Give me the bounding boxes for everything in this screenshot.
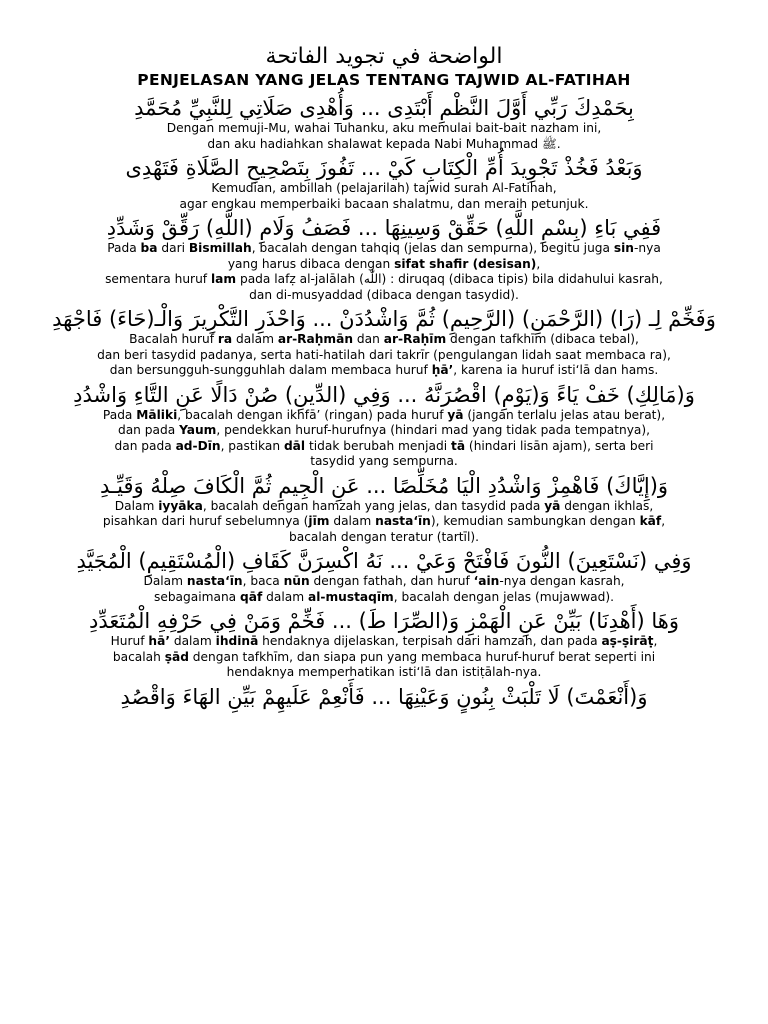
translation-text: , baca (242, 574, 284, 588)
stanza (28, 549, 740, 605)
translation-text: yang harus dibaca dengan (227, 256, 395, 271)
stanza (28, 383, 740, 470)
stanza (28, 609, 740, 681)
term-bold: Māliki (136, 407, 178, 422)
term-bold: nasta‘īn (375, 514, 431, 528)
term-bold: jīm (308, 514, 330, 528)
translation-text: Huruf (110, 634, 149, 648)
translation-text: Bacalah huruf (129, 332, 218, 346)
translation (28, 634, 740, 681)
stanza-list (28, 96, 740, 710)
translation-text: dengan fathah, dan huruf (309, 574, 474, 588)
translation-text: tidak berubah menjadi (305, 438, 451, 453)
term-bold: iyyāka (158, 498, 203, 513)
translation-text: (hindari lisān ajam), serta beri (465, 438, 654, 453)
term-bold: yā (544, 498, 561, 513)
translation-text: dengan ikhlas, (560, 498, 654, 513)
term-bold: ṣād (164, 649, 189, 664)
term-bold: lam (210, 272, 237, 286)
translation-text: tasydid yang sempurna. (310, 454, 458, 468)
translation-text: Dalam (114, 498, 159, 513)
translation (28, 241, 740, 303)
term-bold: aṣ-ṣirāṭ (601, 634, 654, 648)
translation-text: , (653, 634, 658, 648)
translation-text: dan pada (117, 423, 180, 437)
term-bold: tā (451, 438, 466, 453)
translation (28, 499, 740, 546)
translation-text: agar engkau memperbaiki bacaan shalatmu, dan meraih petunjuk. (179, 196, 589, 211)
translation-text: dan pada (114, 438, 176, 453)
arabic-verse: وَ(مَالِكِ) خَفْ يَاءً وَ(يَوْمِ) اقْصُرَنَّهُ ... وَفِي (الدِّينِ) صُنْ دَالًا عَنِ التَّاءِ وَاشْدُدِ (73, 382, 695, 407)
translation-text: Dengan memuji-Mu, wahai Tuhanku, aku memulai bait-bait nazham ini, (166, 121, 602, 135)
term-bold: dāl (283, 438, 306, 453)
translation-text: -nya (633, 241, 661, 255)
translation-text: bacalah (112, 649, 165, 664)
translation-text: , bacalah dengan ikhfā’ (ringan) pada huruf (177, 407, 448, 422)
term-bold: ihdinā (215, 634, 259, 648)
term-bold: al-mustaqīm (307, 589, 394, 604)
term-bold: nūn (283, 574, 310, 588)
arabic-verse: وَ(إِيَّاكَ) فَاهْمِزْ وَاشْدُدِ الْيَا مُخَلِّصًا ... عَنِ الْجِيمِ ثُمَّ الْكَافَ صِلْهُ وَقَيِّـدِ (99, 473, 669, 498)
translation-text: dan beri tasydid padanya, serta hati-hatilah dari takrīr (pengulangan lidah saat membaca ra), (97, 347, 671, 362)
translation-text: sementara huruf (105, 272, 211, 286)
arabic-verse: وَبَعْدُ فَخُذْ تَجْوِيدَ أُمِّ الْكِتَابِ كَيْ ... تَفُوزَ بِتَصْحِيحِ الصَّلَاةِ فَتَهْدِى (125, 156, 643, 180)
term-bold: ḥā’ (431, 363, 454, 377)
translation-text: dengan tafkhīm (dibaca tebal), (446, 332, 639, 346)
translation-text: dalam (232, 332, 278, 346)
translation (28, 121, 740, 152)
translation-text: dalam (329, 514, 376, 528)
translation-text: , bacalah dengan hamzah yang jelas, dan tasydid pada (202, 498, 545, 513)
term-bold: kāf (639, 514, 662, 528)
translation-text: dalam (169, 634, 216, 648)
term-bold: Bismillah (188, 241, 252, 255)
arabic-verse: فَفِي بَاءِ (بِسْمِ اللَّهِ) حَقِّقْ وَسِينِهَا ... فَصَفُ وَلَامِ (اللَّهِ) رَقِّقْ وَشَدِّدِ (106, 216, 662, 240)
translation-text: pisahkan dari huruf sebelumnya ( (102, 514, 309, 528)
translation-text: , (536, 256, 541, 271)
term-bold: qāf (240, 589, 263, 604)
translation-text: , bacalah dengan tahqiq (jelas dan sempurna), begitu juga (251, 241, 614, 255)
translation-text: dan aku hadiahkan shalawat kepada Nabi Muhammad ﷺ. (207, 136, 561, 151)
translation-text: dalam (262, 589, 308, 604)
translation (28, 181, 740, 212)
stanza (28, 685, 740, 710)
translation (28, 574, 740, 605)
stanza (28, 156, 740, 212)
translation-text: , pastikan (220, 438, 284, 453)
translation-text: Dalam (143, 574, 187, 588)
term-bold: sin (613, 241, 634, 255)
term-bold: ar-Raḥīm (383, 332, 447, 346)
stanza (28, 216, 740, 303)
arabic-verse: وَفَخِّمْ لِـ (رَا) (الرَّحْمَنِ) (الرَّحِيمِ) ثُمَّ وَاشْدُدَنْ ... وَاحْذَرِ التَّكْرِيرَ وَالْـ(حَاءَ) فَاجْهَدِ (52, 307, 716, 331)
arabic-verse: وَهَا (أَهْدِنَا) بَيِّنْ عَنِ الْهَمْزِ وَ(الصِّرَا طَ) ... فَخِّمْ وَمَنْ فِي حَرْفِهِ الْمُتَعَدِّدِ (88, 609, 679, 633)
arabic-verse: وَ(أَنْعَمْتَ) لَا تَلْبَثْ بِنُونٍ وَعَيْنِهَا ... فَأَنْعِمْ عَلَيهِمْ بَيِّنِ الهَاءَ وَاقْصُدِ (120, 684, 648, 709)
translation (28, 332, 740, 379)
translation-text: dengan tafkhīm, dan siapa pun yang membaca huruf-huruf berat seperti ini (188, 649, 656, 664)
translation-text: , karena ia huruf isti‘lā dan hams. (453, 363, 659, 377)
stanza (28, 474, 740, 546)
translation-text: dan bersungguh-sungguhlah dalam membaca huruf (109, 363, 432, 377)
term-bold: hā’ (148, 634, 170, 648)
translation-text: Pada (107, 241, 141, 255)
stanza (28, 96, 740, 152)
translation-text: dan di-musyaddad (dibaca dengan tasydid). (249, 287, 519, 302)
translation-text: -nya dengan kasrah, (499, 574, 625, 588)
term-bold: ad-Dīn (175, 438, 221, 453)
term-bold: yā (447, 407, 464, 422)
translation (28, 408, 740, 470)
term-bold: ba (140, 241, 158, 255)
translation-text: , pendekkan huruf-hurufnya (hindari mad yang tidak pada tempatnya), (216, 423, 651, 437)
stanza (28, 307, 740, 379)
arabic-title: الواضحة في تجويد الفاتحة (265, 44, 503, 69)
latin-title: PENJELASAN YANG JELAS TENTANG TAJWID AL-FATIHAH (137, 71, 631, 89)
translation-text: Pada (102, 407, 137, 422)
translation-text: ), kemudian sambungkan dengan (430, 514, 640, 528)
term-bold: sifat shafir (desisan) (394, 256, 537, 271)
term-bold: ar-Raḥmān (277, 332, 354, 346)
term-bold: nasta‘īn (186, 574, 243, 588)
translation-text: sebagaimana (153, 589, 241, 604)
translation-text: dari (157, 241, 189, 255)
translation-text: Kemudian, ambillah (pelajarilah) tajwid surah Al-Fatihah, (211, 181, 557, 195)
translation-text: pada lafẓ al-jalālah (اللّٰه) : diruqaq (dibaca tipis) bila didahului kasrah, (236, 272, 663, 286)
term-bold: ‘ain (473, 574, 500, 588)
term-bold: Yaum (179, 423, 217, 437)
translation-text: , bacalah dengan jelas (mujawwad). (393, 589, 615, 604)
translation-text: hendaknya memperhatikan isti‘lā dan istiṭālah-nya. (226, 665, 542, 679)
translation-text: dan (353, 332, 384, 346)
arabic-verse: وَفِي (نَسْتَعِينَ) النُّونَ فَافْتَحْ وَعَيْ ... نَهُ اكْسِرَنَّ كَقَافِ (الْمُسْتَقِيمِ) الْمُجَيَّدِ (76, 549, 692, 573)
translation-text: bacalah dengan teratur (tartīl). (289, 529, 479, 544)
translation-text: hendaknya dijelaskan, terpisah dari hamzah, dan pada (258, 634, 602, 648)
translation-text: , (661, 514, 666, 528)
term-bold: ra (217, 332, 233, 346)
arabic-verse: بِحَمْدِكَ رَبِّي أَوَّلَ النَّظْمِ أَبْتَدِى ... وَأُهْدِى صَلَاتِي لِلنَّبِيِّ مُحَمَّدِ (134, 96, 634, 120)
translation-text: (jangan terlalu jelas atau berat), (463, 407, 666, 422)
